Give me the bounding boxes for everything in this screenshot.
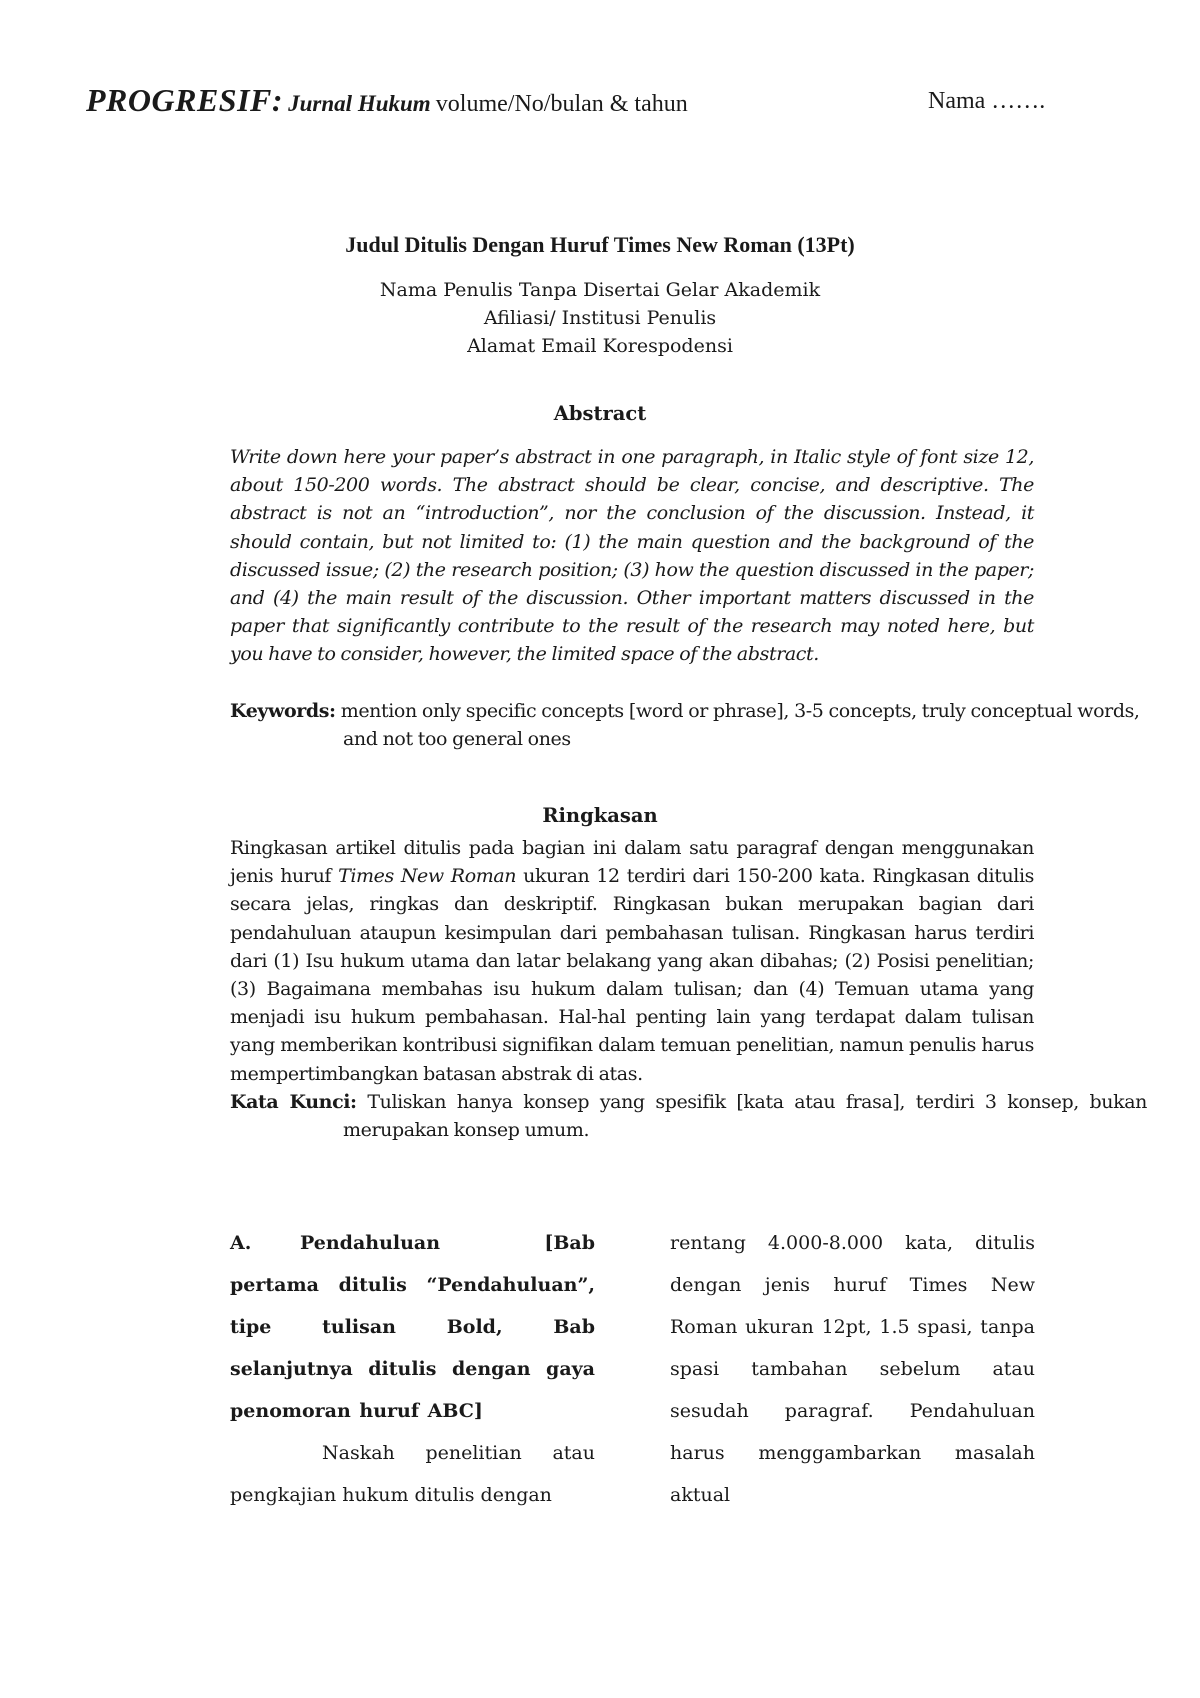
page-header [86, 82, 1080, 126]
author-email: Alamat Email Korespodensi [467, 335, 733, 357]
abstract-body: Write down here your paper’s abstract in one paragraph, in Italic style of font size 12, about 150-200 words. The abstract should be clear, concise, and descriptive. The abstract is not an “introduction”, nor the conclusion of the discussion. Instead, it should contain, but not limited to: (1) the main question and the background of the discussed issue; (2) the research position; (3) how the question discussed in the paper; and (4) the main result of the discussion. Other important matters discussed in the paper that significantly contribute to the result of the research may noted here, but you have to consider, however, the limited space of the abstract. [230, 446, 1034, 666]
kata-kunci-text: Tuliskan hanya konsep yang spesifik [kata atau frasa], terdiri 3 konsep, bukan merupakan konsep umum. [343, 1091, 1147, 1141]
intro-paragraph-continued: rentang 4.000-8.000 kata, ditulis dengan jenis huruf Times New Roman ukuran 12pt, 1.5 spasi, tanpa spasi tambahan sebelum atau sesudah paragraf. Pendahuluan harus menggambarkan masalah aktual [670, 1232, 1035, 1506]
journal-subtitle: Jurnal Hukum [288, 91, 431, 116]
section-title: Pendahuluan [Bab pertama ditulis “Pendahuluan”, tipe tulisan Bold, Bab selanjutnya ditulis dengan gaya penomoran huruf ABC] [230, 1232, 595, 1422]
ringkasan-text-1: Ringkasan artikel ditulis pada bagian ini dalam satu paragraf dengan menggunakan jenis huruf [230, 837, 1034, 888]
abstract-heading: Abstract [553, 402, 647, 425]
author-block [0, 276, 1200, 360]
column-right [670, 1222, 1035, 1516]
keywords-text: mention only specific concepts [word or phrase], 3-5 concepts, truly conceptual words, and not too general ones [340, 700, 1140, 750]
column-left [230, 1222, 595, 1516]
journal-issue: volume/No/bulan & tahun [435, 91, 688, 117]
ringkasan-heading: Ringkasan [542, 804, 658, 827]
kata-kunci [230, 1088, 1147, 1144]
journal-name: PROGRESIF: [86, 82, 284, 118]
header-author: Nama ……. [928, 88, 1046, 114]
ringkasan-text-2: ukuran 12 terdiri dari 150-200 kata. Ringkasan ditulis secara jelas, ringkas dan deskriptif. Ringkasan bukan merupakan bagian dari pendahuluan ataupun kesimpulan dari pembahasan tulisan. Ringkasan harus terdiri dari (1) Isu hukum utama dan latar belakang yang akan dibahas; (2) Posisi penelitian; (3) Bagaimana membahas isu hukum dalam tulisan; dan (4) Temuan utama yang menjadi isu hukum pembahasan. Hal-hal penting lain yang terdapat dalam tulisan yang memberikan kontribusi signifikan dalam temuan penelitian, namun penulis harus mempertimbangkan batasan abstrak di atas. [230, 865, 1034, 1085]
kata-kunci-label: Kata Kunci: [230, 1091, 357, 1113]
ringkasan-font-name: Times New Roman [338, 865, 517, 888]
intro-paragraph-start: Naskah penelitian atau pengkajian hukum ditulis dengan [230, 1442, 595, 1506]
paper-title: Judul Ditulis Dengan Huruf Times New Roman (13Pt) [345, 232, 855, 257]
journal-header [86, 82, 688, 119]
keywords-label: Keywords: [230, 700, 336, 722]
author-name: Nama Penulis Tanpa Disertai Gelar Akademik [379, 279, 821, 301]
section-letter: A. [230, 1232, 252, 1254]
author-affiliation: Afiliasi/ Institusi Penulis [483, 307, 717, 329]
keywords [230, 697, 1147, 753]
section-heading [230, 1222, 595, 1432]
ringkasan-body [230, 834, 1034, 1088]
